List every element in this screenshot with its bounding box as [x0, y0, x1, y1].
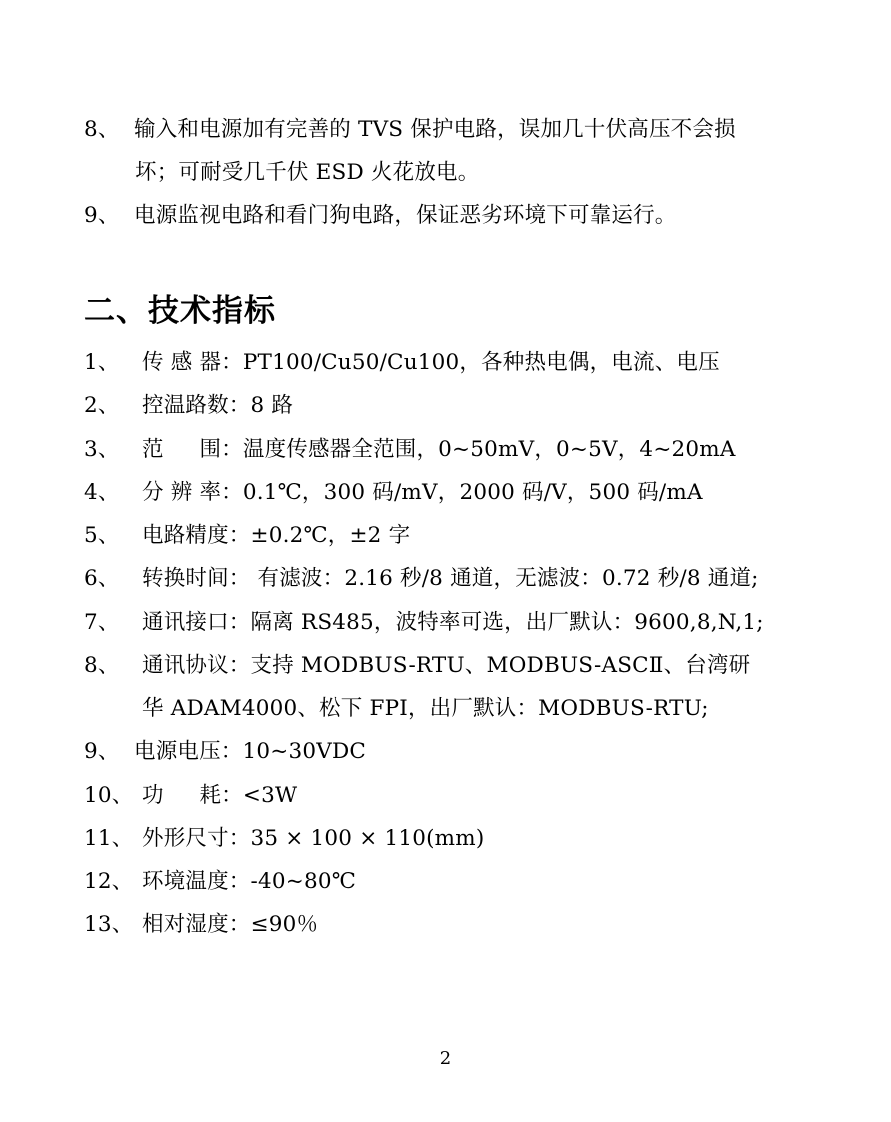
list-text: 华 ADAM4000、松下 FPI，出厂默认：MODBUS-RTU; [142, 696, 709, 721]
spec-item-7 [84, 609, 831, 637]
list-number: 11、 [84, 826, 134, 851]
list-number: 2、 [84, 393, 120, 418]
list-text: 相对湿度：≤90％ [142, 912, 319, 937]
list-number: 10、 [84, 783, 134, 808]
spec-item-4 [84, 479, 831, 507]
list-number: 12、 [84, 869, 134, 894]
spec-item-3 [84, 436, 831, 464]
spec-item-11 [84, 825, 831, 853]
list-text: 坏；可耐受几千伏 ESD 火花放电。 [135, 160, 480, 185]
list-text: 环境温度：-40~80℃ [142, 869, 356, 894]
section-title: 二、技术指标 [84, 293, 276, 329]
list-number: 7、 [84, 610, 120, 635]
list-text: 电源电压：10~30VDC [134, 739, 367, 764]
list-number: 9、 [84, 203, 120, 228]
spec-item-1 [84, 349, 831, 377]
list-text: 通讯协议：支持 MODBUS-RTU、MODBUS-ASCⅡ、台湾研 [142, 653, 751, 678]
list-text: 通讯接口：隔离 RS485，波特率可选，出厂默认：9600,8,N,1; [142, 610, 764, 635]
spec-item-8 [84, 652, 831, 680]
list-number: 5、 [84, 523, 120, 548]
list-number: 3、 [84, 437, 120, 462]
spec-item-13 [84, 911, 831, 939]
list-number: 8、 [84, 653, 120, 678]
list-text: 范 围：温度传感器全范围，0~50mV，0~5V，4~20mA [142, 437, 736, 462]
list-number: 1、 [84, 350, 120, 375]
list-text: 分 辨 率：0.1℃，300 码/mV，2000 码/V，500 码/mA [142, 480, 703, 505]
list-text: 电源监视电路和看门狗电路，保证恶劣环境下可靠运行。 [134, 203, 677, 228]
list-number: 8、 [84, 117, 120, 142]
spec-item-9 [84, 738, 831, 766]
list-text: 功 耗：<3W [142, 783, 298, 808]
list-number: 4、 [84, 480, 120, 505]
list-number: 9、 [84, 739, 120, 764]
spec-item-12 [84, 868, 831, 896]
feature-item-9 [84, 202, 831, 230]
list-text: 转换时间： 有滤波：2.16 秒/8 通道，无滤波：0.72 秒/8 通道; [142, 566, 759, 591]
list-text: 传 感 器：PT100/Cu50/Cu100，各种热电偶，电流、电压 [142, 350, 720, 375]
feature-item-8 [84, 116, 831, 144]
list-text: 控温路数：8 路 [142, 393, 294, 418]
spec-item-8-continuation [142, 695, 831, 723]
feature-item-8-continuation [135, 159, 831, 187]
spec-item-2 [84, 392, 831, 420]
list-number: 6、 [84, 566, 120, 591]
spec-item-10 [84, 782, 831, 810]
list-number: 13、 [84, 912, 134, 937]
spec-item-5 [84, 522, 831, 550]
list-text: 输入和电源加有完善的 TVS 保护电路，误加几十伏高压不会损 [134, 117, 736, 142]
page-number: 2 [439, 1048, 452, 1069]
list-text: 外形尺寸：35 × 100 × 110(mm) [142, 826, 485, 851]
spec-item-6 [84, 565, 831, 593]
list-text: 电路精度：±0.2℃，±2 字 [142, 523, 411, 548]
